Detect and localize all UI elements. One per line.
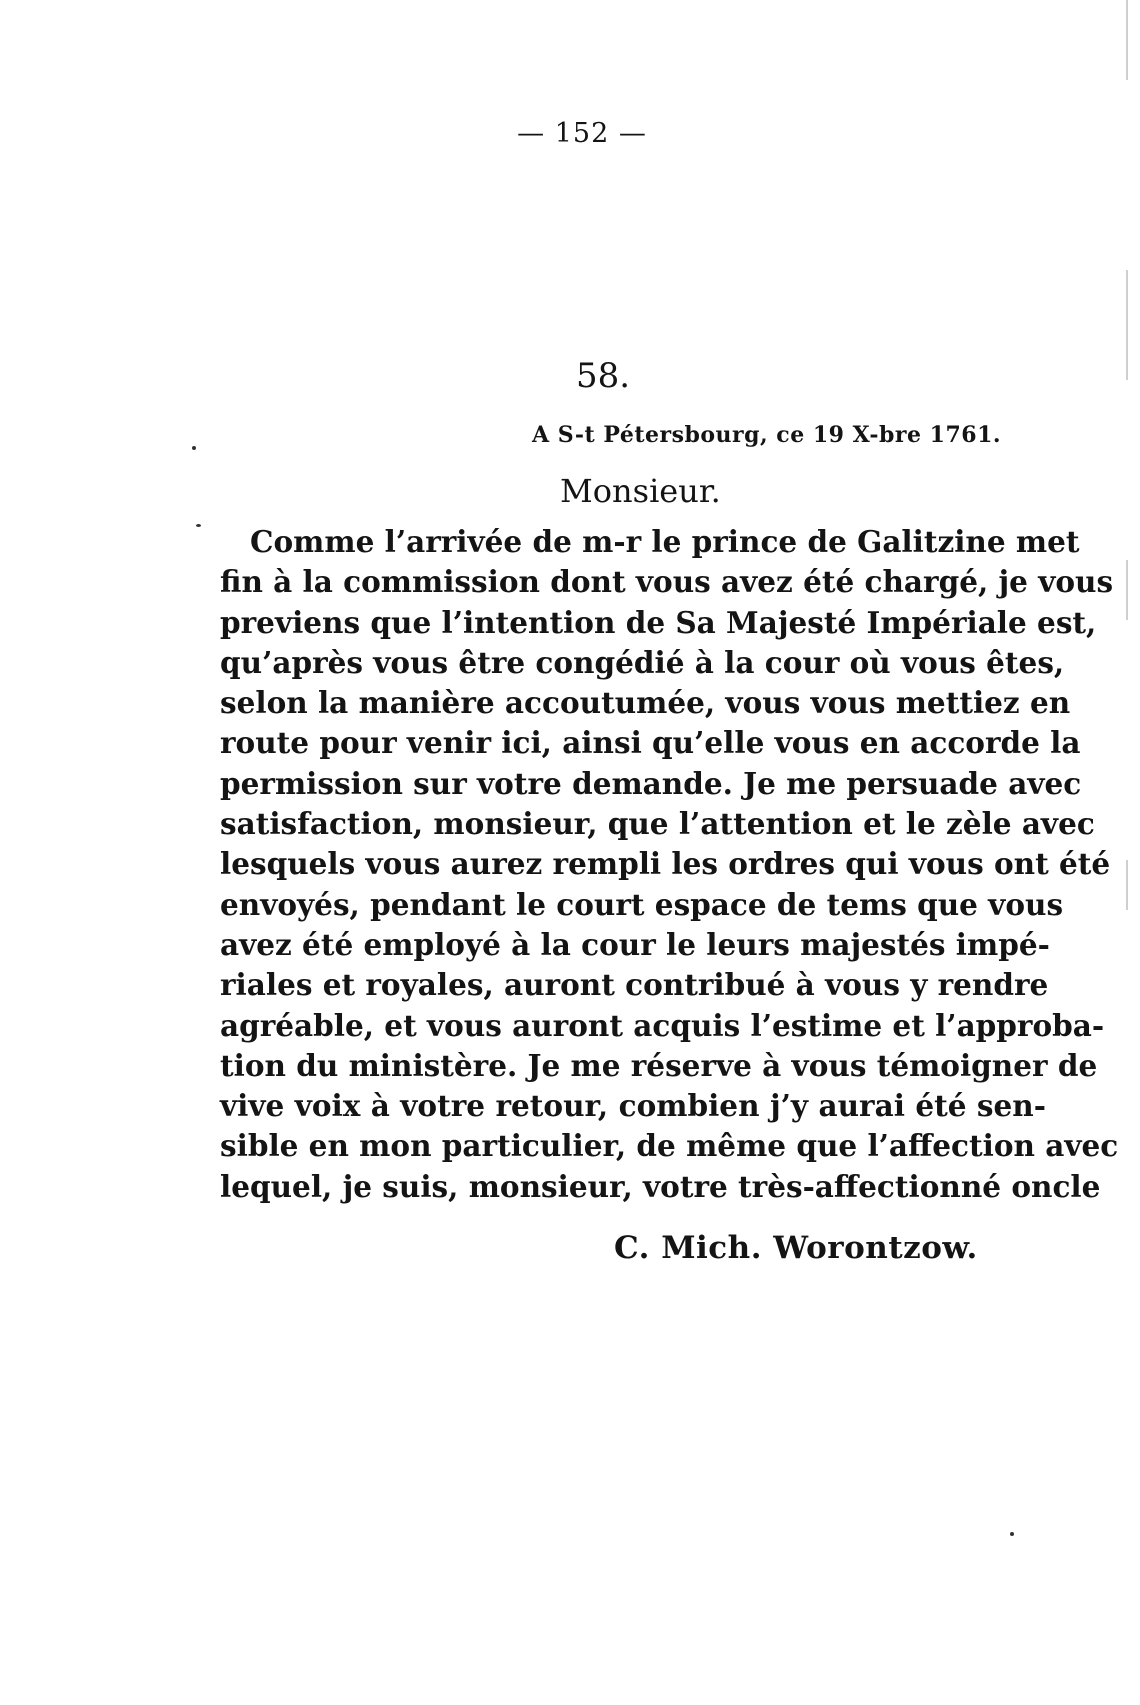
letter-body	[220, 522, 1119, 1207]
body-line: Comme l’arrivée de m-r le prince de Galitzine met	[250, 524, 1080, 559]
signature: C. Mich. Worontzow.	[614, 1230, 978, 1266]
dateline: A S-t Pétersbourg, ce 19 X-bre 1761.	[532, 422, 1002, 448]
body-line: previens que l’intention de Sa Majesté Impériale est,	[220, 604, 1097, 640]
scan-speck	[192, 446, 196, 450]
body-line: fin à la commission dont vous avez été chargé, je vous	[220, 564, 1114, 600]
letter-number: 58.	[575, 356, 631, 396]
body-line: agréable, et vous auront acquis l’estime et l’approba-	[220, 1007, 1105, 1043]
body-line: selon la manière accoutumée, vous vous mettiez en	[220, 685, 1071, 721]
body-line: lesquels vous aurez rempli les ordres qui vous ont été	[220, 846, 1111, 882]
body-line: lequel, je suis, monsieur, votre très-affectionné oncle	[220, 1168, 1101, 1204]
scan-edge-mark	[1126, 0, 1128, 80]
salutation: Monsieur.	[560, 472, 721, 510]
body-line: qu’après vous être congédié à la cour où vous êtes,	[220, 644, 1065, 680]
body-line: route pour venir ici, ainsi qu’elle vous en accorde la	[220, 725, 1081, 761]
body-line: permission sur votre demande. Je me persuade avec	[220, 765, 1082, 801]
scan-edge-mark	[1126, 270, 1128, 380]
scan-edge-mark	[1126, 860, 1128, 910]
scan-speck	[196, 524, 201, 527]
body-line: tion du ministère. Je me réserve à vous témoigner de	[220, 1047, 1098, 1083]
body-line: sible en mon particulier, de même que l’affection avec	[220, 1128, 1119, 1164]
body-line: satisfaction, monsieur, que l’attention et le zèle avec	[220, 806, 1095, 842]
body-line: vive voix à votre retour, combien j’y aurai été sen-	[220, 1088, 1046, 1124]
scan-edge-mark	[1126, 560, 1128, 620]
page-number: — 152 —	[517, 118, 647, 149]
body-line: avez été employé à la cour le leurs majestés impé-	[220, 926, 1050, 962]
body-line: envoyés, pendant le court espace de tems que vous	[220, 886, 1064, 922]
scan-speck	[1010, 1532, 1014, 1536]
body-line: riales et royales, auront contribué à vous y rendre	[220, 967, 1049, 1003]
